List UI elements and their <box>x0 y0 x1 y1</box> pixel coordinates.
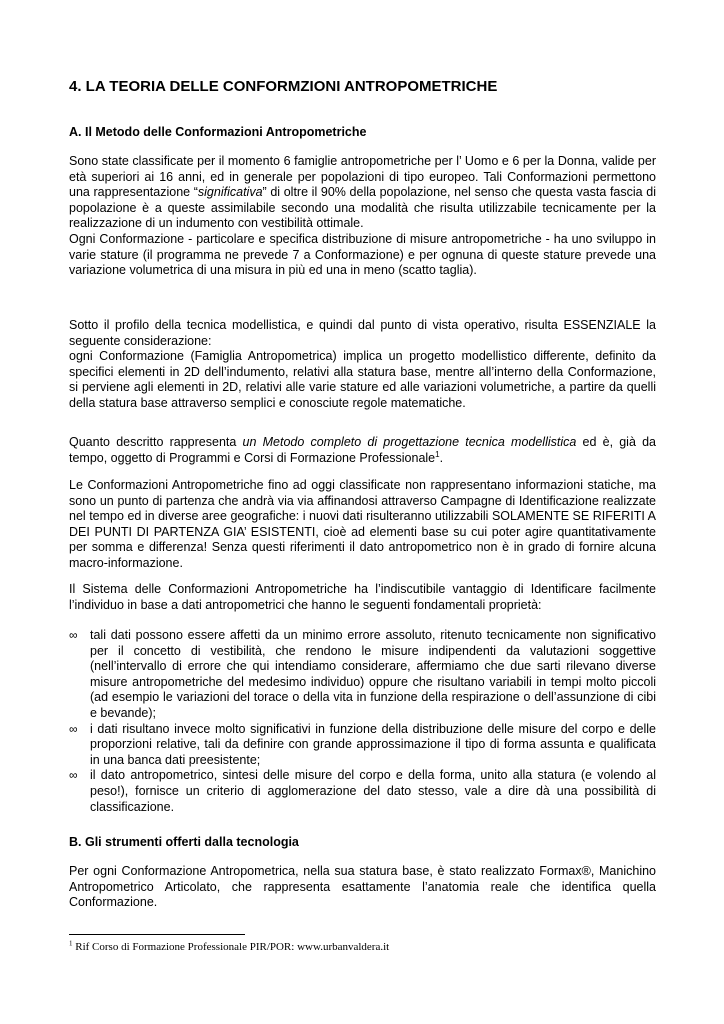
list-item-text: i dati risultano invece molto significativi in funzione della distribuzione delle misure del corpo e delle proporzioni relative, tali da definire con grande approssimazione il tipo di forma assunta e qualificata in una banca dati preesistente; <box>90 721 656 767</box>
emphasis-text: un Metodo completo di progettazione tecnica modellistica <box>242 435 577 449</box>
infinity-bullet-icon: ∞ <box>69 768 78 783</box>
list-item-text: il dato antropometrico, sintesi delle misure del corpo e della forma, unito alla statura (e volendo al peso!), fornisce un criterio di agglomerazione del dato stesso, vale a dire dà una possibilità di classificazione. <box>90 768 656 814</box>
list-item <box>69 768 656 815</box>
footnote-reference: 1 <box>435 449 440 459</box>
paragraph-text: . <box>439 450 444 465</box>
footnote <box>69 941 389 953</box>
paragraph-text: ed è, già da tempo, oggetto di Programmi e Corsi di Formazione Professionale <box>69 435 656 465</box>
emphasis-text: significativa <box>197 185 263 200</box>
infinity-bullet-icon: ∞ <box>69 721 78 736</box>
section-a-heading: A. Il Metodo delle Conformazioni Antropometriche <box>69 125 367 139</box>
section-a-paragraph-1 <box>69 154 656 279</box>
section-a-paragraph-5: Le Conformazioni Antropometriche fino ad oggi classificate non rappresentano informazioni statiche, ma sono un punto di partenza che andrà via via affinandosi attraverso Campagne di Identificazione realizzate nel tempo ed in diverse aree geografiche: i nuovi dati risulteranno utilizzabili SOLAMENTE SE RIFERITI A DEI PUNTI DI PARTENZA GIA’ ESISTENTI, cioè ad elementi base su cui poter agire quantitativamente per somma e differenza! Senza questi riferimenti il dato antropometrico non è in grado di fornire alcuna macro-informazione. <box>69 478 656 570</box>
paragraph-text: Quanto descritto rappresenta <box>69 435 243 449</box>
document-page <box>69 0 656 1024</box>
properties-list <box>69 628 656 815</box>
section-a-paragraph-3 <box>69 318 656 412</box>
list-item-text: tali dati possono essere affetti da un minimo errore assoluto, ritenuto tecnicamente non significativo per il concetto di vestibilità, che rendono le misure indipendenti da valutazioni soggettive (nell’intervallo di errore che qui intendiamo considerare, affermiamo che due sarti rilevano diverse misure antropometriche del medesimo individuo) oppure che risultano variabili in tempi molto piccoli (ad esempio le variazioni del torace o della vita in funzione della respirazione o dell’assunzione di cibi e bevande); <box>90 628 656 720</box>
paragraph-text: Sotto il profilo della tecnica modellistica, e quindi dal punto di vista operativo, risulta ESSENZIALE la seguente considerazione: <box>69 318 656 348</box>
list-item <box>69 628 656 722</box>
list-item <box>69 722 656 769</box>
paragraph-text: ogni Conformazione (Famiglia Antropometrica) implica un progetto modellistico differente, definito da specifici elementi in 2D dell’indumento, relativi alla statura base, mentre all’interno della Conformazione, si perviene agli elementi in 2D, relativi alle varie stature ed alle variazioni volumetriche, a partire da quelli della statura base attraverso semplici e conosciute regole matematiche. <box>69 349 656 410</box>
section-a-paragraph-2: Ogni Conformazione - particolare e specifica distribuzione di misure antropometriche - ha uno sviluppo in varie stature (il programma ne prevede 7 a Conformazione) e per ognuna di queste stature prevede una variazione volumetrica di una misura in più ed una in meno (scatto taglia). <box>69 231 656 278</box>
footnote-number: 1 <box>69 939 73 948</box>
paragraph-text: ” di oltre il 90% della popolazione, nel senso che questa vasta fascia di popolazione è a queste assimilabile secondo una modalità che risulta utilizzabile tecnicamente per la realizzazione di un indumento con vestibilità ottimale. <box>69 185 656 231</box>
section-a-paragraph-6: Il Sistema delle Conformazioni Antropometriche ha l’indiscutibile vantaggio di Identificare facilmente l’individuo in base a dati antropometrici che hanno le seguenti fondamentali proprietà: <box>69 582 656 612</box>
section-b-heading: B. Gli strumenti offerti dalla tecnologia <box>69 835 299 849</box>
section-a-paragraph-4 <box>69 435 656 466</box>
footnote-separator <box>69 934 245 935</box>
footnote-text: Rif Corso di Formazione Professionale PIR/POR: www.urbanvaldera.it <box>72 941 390 953</box>
infinity-bullet-icon: ∞ <box>69 628 78 642</box>
page-title: 4. LA TEORIA DELLE CONFORMZIONI ANTROPOMETRICHE <box>69 78 498 95</box>
paragraph-text: Sono state classificate per il momento 6 famiglie antropometriche per l’ Uomo e 6 per la Donna, valide per età superiori ai 16 anni, ed in generale per popolazioni di tipo europeo. Tali Conformazioni permettono una rappresentazione “ <box>69 154 656 200</box>
section-b-paragraph-1: Per ogni Conformazione Antropometrica, nella sua statura base, è stato realizzato Formax®, Manichino Antropometrico Articolato, che rappresenta esattamente l’anatomia reale che identifica quella Conformazione. <box>69 864 656 910</box>
